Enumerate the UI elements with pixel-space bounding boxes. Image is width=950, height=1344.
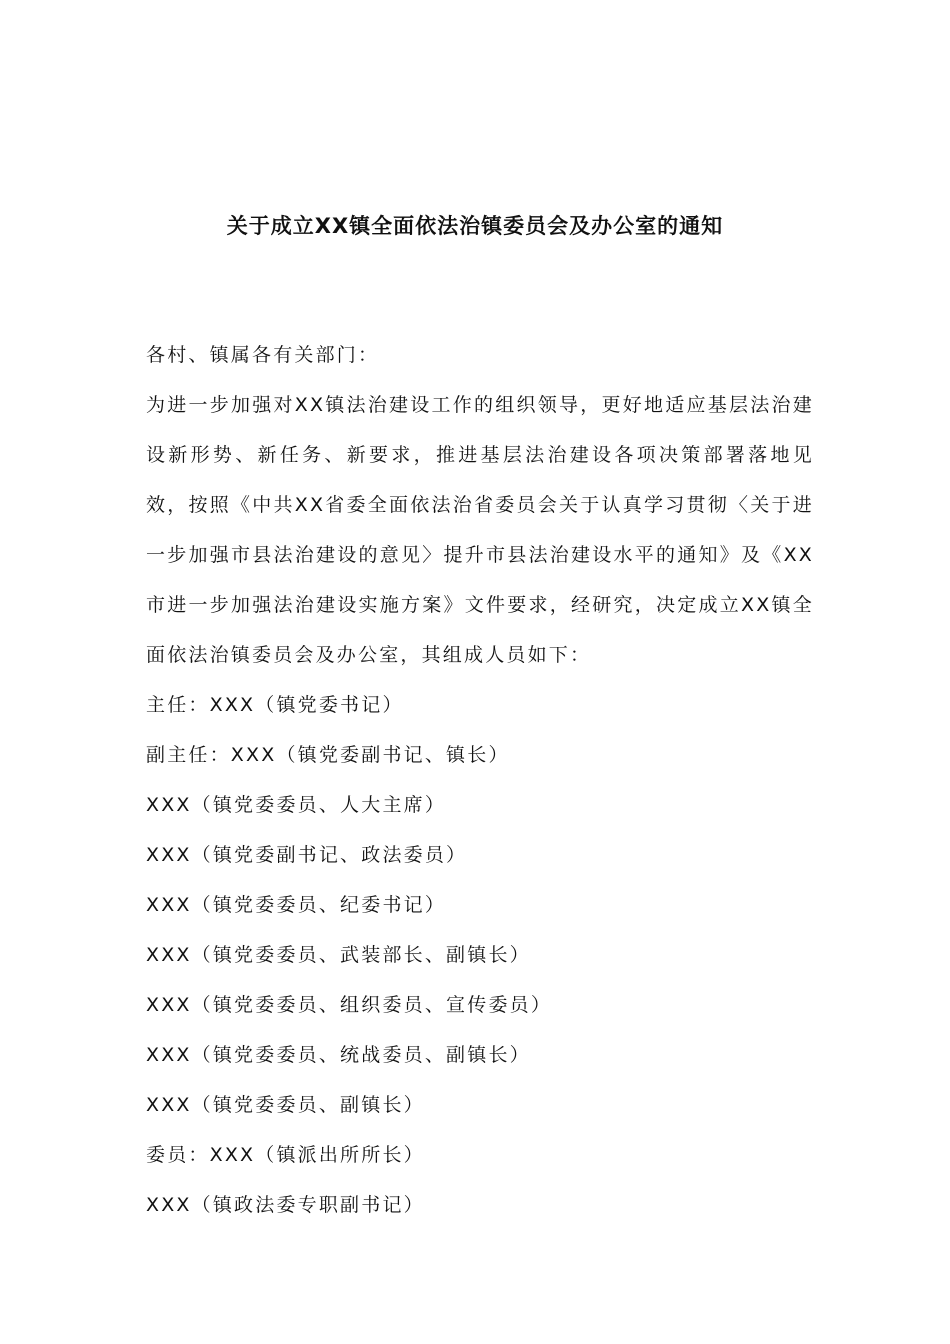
intro-paragraph: 为进一步加强对XX镇法治建设工作的组织领导，更好地适应基层法治建设新形势、新任务、新要求，推进基层法治建设各项决策部署落地见效，按照《中共XX省委全面依法治省委员会关于认真学习贯彻〈关于进一步加强市县法治建设的意见〉提升市县法治建设水平的通知》及《XX市进一步加强法治建设实施方案》文件要求，经研究，决定成立XX镇全面依法治镇委员会及办公室，其组成人员如下： [146, 394, 814, 666]
member-line: XXX（镇党委委员、统战委员、副镇长） [146, 1044, 531, 1066]
member-line-deputy-director: 副主任：XXX（镇党委副书记、镇长） [146, 744, 510, 766]
member-line: XXX（镇党委委员、人大主席） [146, 794, 447, 816]
member-line: XXX（镇党委副书记、政法委员） [146, 844, 468, 866]
document-title: 关于成立XX镇全面依法治镇委员会及办公室的通知 [226, 214, 724, 238]
member-line: XXX（镇党委委员、武装部长、副镇长） [146, 944, 531, 966]
member-line: XXX（镇党委委员、纪委书记） [146, 894, 447, 916]
member-line: XXX（镇政法委专职副书记） [146, 1194, 425, 1216]
member-line-committee: 委员：XXX（镇派出所所长） [146, 1144, 425, 1166]
member-line: XXX（镇党委委员、副镇长） [146, 1094, 425, 1116]
salutation: 各村、镇属各有关部门： [146, 344, 380, 366]
member-line: XXX（镇党委委员、组织委员、宣传委员） [146, 994, 553, 1016]
document-body [146, 330, 814, 1230]
member-line-director: 主任：XXX（镇党委书记） [146, 694, 404, 716]
